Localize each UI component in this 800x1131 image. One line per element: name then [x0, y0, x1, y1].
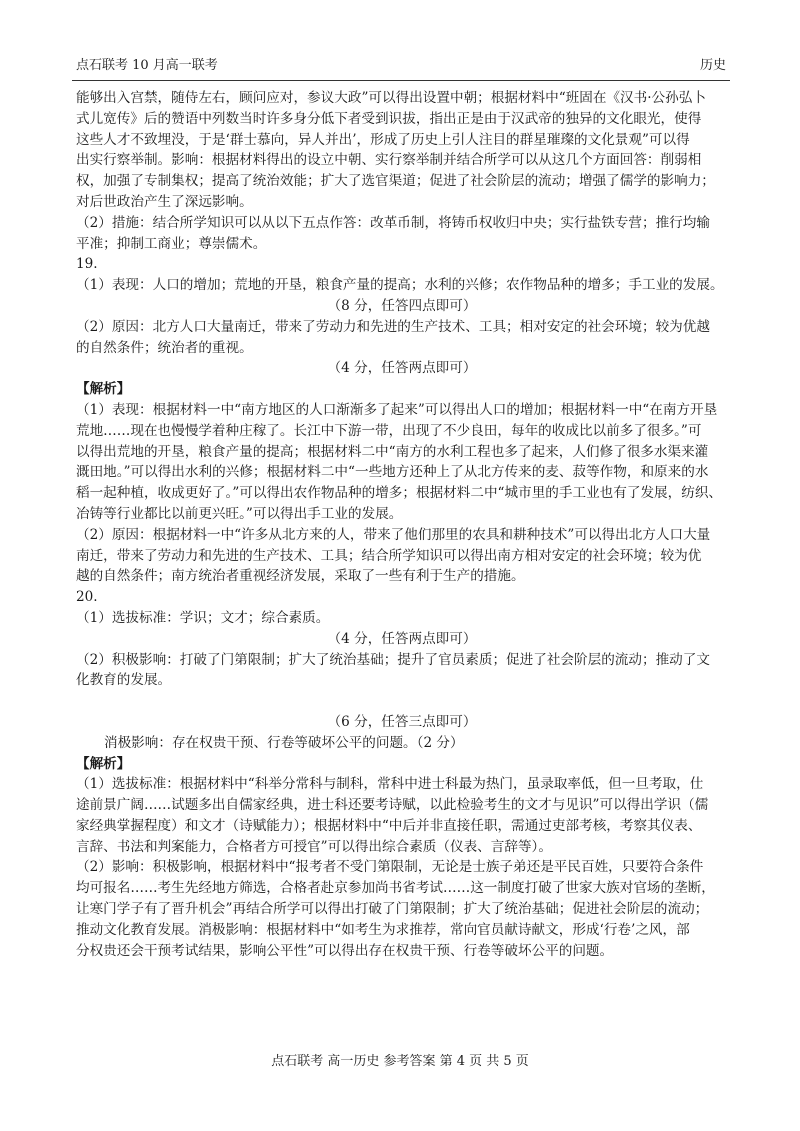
text-line: 稻一起种植，收成更好了。”可以得出农作物品种的增多；根据材料二中“城市里的手工业也有了发展，纺织、 [76, 485, 723, 502]
text-line: 权，加强了专制集权；提高了统治效能；扩大了选官渠道；促进了社会阶层的流动；增强了儒学的影响力； [76, 173, 715, 190]
text-line: 溉田地。”可以得出水利的兴修；根据材料二中“一些地方还种上了从北方传来的麦、菽等作物，和原来的水 [76, 464, 709, 481]
text-line: 荒地……现在也慢慢学着种庄稼了。长江中下游一带，出现了不少良田，每年的收成比以前多了很多。”可 [76, 422, 702, 439]
text-line [76, 691, 728, 712]
page-header [76, 56, 726, 76]
text-line: 20. [76, 589, 98, 606]
text-line: （2）原因：根据材料一中“许多从北方来的人，带来了他们那里的农具和耕种技术”可以得出北方人口大量 [76, 526, 711, 543]
text-line: 能够出入宫禁，随侍左右，顾问应对，参议大政”可以得出设置中朝；根据材料中“班固在《汉书·公孙弘卜 [76, 90, 706, 106]
text-line: 均可报名……考生先经地方筛选，合格者赴京参加尚书省考试……这一制度打破了世家大族对官场的垄断， [76, 880, 715, 897]
text-line: 这些人才不致埋没，于是‘群士慕向，异人并出’，形成了历史上引人注目的群星璀璨的文化景观”可以得 [76, 131, 690, 148]
text-line: （6 分，任答三点即可） [327, 713, 477, 730]
text-line: （2）原因：北方人口大量南迁，带来了劳动力和先进的生产技术、工具；相对安定的社会环境；较为优越 [76, 318, 710, 335]
text-line: 推动文化教育发展。消极影响：根据材料中“如考生为求推荐，常向官员献诗献文，形成‘行卷’之风，部 [76, 921, 690, 938]
header-divider [72, 80, 730, 81]
header-exam-title: 点石联考 10 月高一联考 [76, 58, 218, 73]
text-line: 对后世政治产生了深远影响。 [76, 193, 253, 210]
text-line: 式儿宽传》后的赞语中列数当时许多身分低下者受到识拔，指出正是由于汉武帝的独异的文化眼光，使得 [76, 110, 702, 127]
text-line: 言辞、书法和判案能力，合格者方可授官”可以得出综合素质（仪表、言辞等）。 [76, 838, 552, 855]
answer-body [76, 88, 728, 961]
text-line: 平准；抑制工商业；尊崇儒术。 [76, 235, 267, 252]
text-line: （2）措施：结合所学知识可以从以下五点作答：改革币制，将铸币权收归中央；实行盐铁专营；推行均输 [76, 214, 710, 231]
text-line: 消极影响：存在权贵干预、行卷等破坏公平的问题。（2 分） [104, 734, 464, 751]
text-line: 南迁，带来了劳动力和先进的生产技术、工具；结合所学知识可以得出南方相对安定的社会环境；较为优 [76, 547, 702, 564]
text-line: （4 分，任答两点即可） [327, 630, 477, 647]
text-line: （1）表现：根据材料一中“南方地区的人口渐渐多了起来”可以得出人口的增加；根据材料一中“在南方开垦 [76, 401, 718, 418]
text-line: 出实行察举制。影响：根据材料得出的设立中朝、实行察举制并结合所学可以从这几个方面回答：削弱相 [76, 152, 702, 169]
text-line: 的自然条件；统治者的重视。 [76, 339, 253, 356]
text-line: 途前景广阔……试题多出自儒家经典，进士科还要考诗赋，以此检验考生的文才与见识”可以得出学识（儒 [76, 797, 709, 814]
header-subject: 历史 [699, 58, 726, 73]
text-line: 家经典掌握程度）和文才（诗赋能力）；根据材料中“中后并非直接任职，需通过吏部考核，考察其仪表、 [76, 817, 702, 834]
text-line: 分权贵还会干预考试结果，影响公平性”可以得出存在权贵干预、行卷等破坏公平的问题。 [76, 942, 614, 959]
text-line: （2）影响：积极影响，根据材料中“报考者不受门第限制，无论是士族子弟还是平民百姓，只要符合条件 [76, 859, 704, 876]
text-line: 19. [76, 256, 98, 273]
text-line: 冶铸等行业都比以前更兴旺。”可以得出手工业的发展。 [76, 505, 403, 522]
text-line: （1）选拔标准：学识；文才；综合素质。 [76, 609, 330, 626]
text-line: 化教育的发展。 [76, 672, 172, 689]
text-line: （1）表现：人口的增加；荒地的开垦，粮食产量的提高；水利的兴修；农作物品种的增多；手工业的发展。 [76, 277, 724, 294]
text-line: （4 分，任答两点即可） [327, 360, 477, 377]
page-footer: 点石联考 高一历史 参考答案 第 4 页 共 5 页 [271, 1054, 529, 1069]
text-line: 让寒门学子有了晋升机会”再结合所学可以得出打破了门第限制；扩大了统治基础；促进社会阶层的流动； [76, 901, 709, 918]
text-line: （1）选拔标准：根据材料中“科举分常科与制科，常科中进士科最为热门，虽录取率低，但一旦考取，仕 [76, 776, 704, 793]
text-line: （8 分，任答四点即可） [327, 297, 477, 314]
text-line: 以得出荒地的开垦，粮食产量的提高；根据材料二中“南方的水利工程也多了起来，人们修了很多水渠来灌 [76, 443, 709, 460]
text-line: （2）积极影响：打破了门第限制；扩大了统治基础；提升了官员素质；促进了社会阶层的流动；推动了文 [76, 651, 710, 668]
section-heading: 【解析】 [76, 381, 131, 398]
text-line: 越的自然条件；南方统治者重视经济发展，采取了一些有利于生产的措施。 [76, 568, 525, 585]
section-heading: 【解析】 [76, 755, 131, 772]
